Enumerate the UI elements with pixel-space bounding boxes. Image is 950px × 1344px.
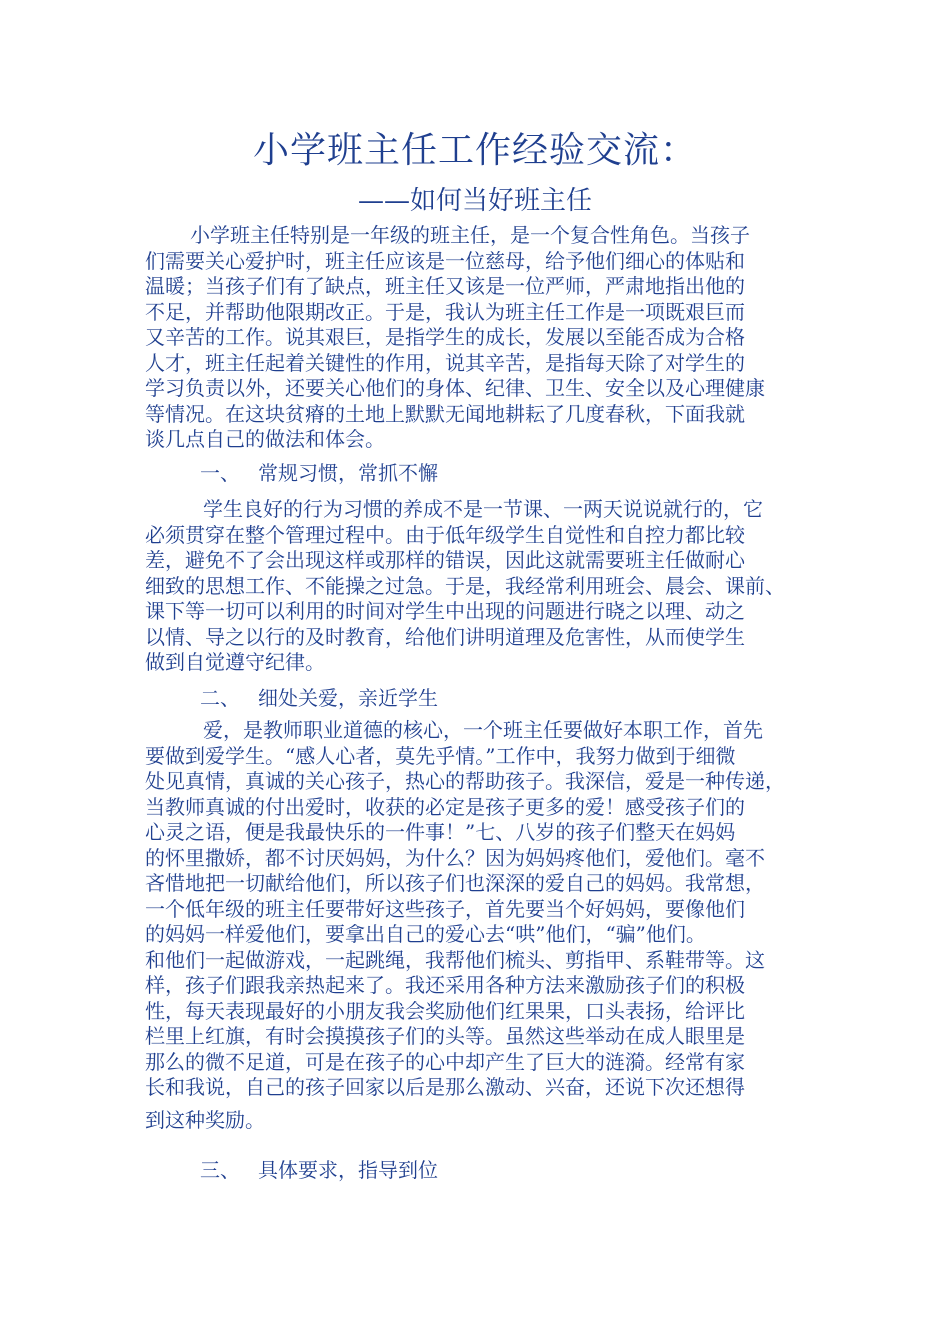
section-number: 一、	[200, 461, 240, 485]
paragraph-line: 样，孩子们跟我亲热起来了。我还采用各种方法来激励孩子们的积极	[145, 973, 745, 997]
paragraph-line: 们需要关心爱护时，班主任应该是一位慈母，给予他们细心的体贴和	[145, 248, 745, 273]
paragraph-line: 的怀里撒娇，都不讨厌妈妈，为什么？因为妈妈疼他们，爱他们。毫不	[145, 845, 765, 870]
section-heading-1	[200, 460, 800, 486]
paragraph-line: 栏里上红旗，有时会摸摸孩子们的头等。虽然这些举动在成人眼里是	[145, 1024, 745, 1048]
paragraph-line: 要做到爱学生。“感人心者，莫先乎情。”工作中，我努力做到于细微	[145, 743, 736, 768]
paragraph-line: 学生良好的行为习惯的养成不是一节课、一两天说说就行的，它	[203, 497, 763, 521]
paragraph-line: 等情况。在这块贫瘠的土地上默默无闻地耕耘了几度春秋，下面我就	[145, 401, 745, 426]
paragraph-line: 到这种奖励。	[145, 1108, 265, 1132]
section2-paragraph	[145, 718, 813, 1101]
paragraph-line: 心灵之语，便是我最快乐的一件事！”七、八岁的孩子们整天在妈妈	[145, 820, 736, 844]
paragraph-line: 必须贯穿在整个管理过程中。由于低年级学生自觉性和自控力都比较	[145, 522, 745, 547]
paragraph-line: 以情、导之以行的及时教育，给他们讲明道理及危害性，从而使学生	[145, 624, 745, 649]
section-heading-text: 具体要求，指导到位	[258, 1158, 438, 1182]
paragraph-line: 人才，班主任起着关键性的作用，说其辛苦，是指每天除了对学生的	[145, 350, 745, 375]
paragraph-line: 和他们一起做游戏，一起跳绳，我帮他们梳头、剪指甲、系鞋带等。这	[145, 947, 765, 972]
document-title: 小学班主任工作经验交流：	[252, 130, 697, 171]
paragraph-line: 学习负责以外，还要关心他们的身体、纪律、卫生、安全以及心理健康	[145, 376, 765, 400]
paragraph-line: 温暖；当孩子们有了缺点，班主任又该是一位严师，严肃地指出他的	[145, 274, 745, 298]
paragraph-line: 谈几点自己的做法和体会。	[145, 427, 385, 451]
paragraph-line: 小学班主任特别是一年级的班主任，是一个复合性角色。当孩子	[190, 223, 750, 247]
paragraph-line: 差，避免不了会出现这样或那样的错误，因此这就需要班主任做耐心	[145, 548, 745, 572]
section-heading-2	[200, 685, 800, 711]
section2-last-line	[145, 1108, 813, 1134]
paragraph-line: 那么的微不足道，可是在孩子的心中却产生了巨大的涟漪。经常有家	[145, 1049, 745, 1074]
paragraph-line: 爱，是教师职业道德的核心，一个班主任要做好本职工作，首先	[203, 718, 763, 742]
section1-paragraph	[145, 497, 813, 676]
section-heading-text: 细处关爱，亲近学生	[258, 686, 438, 710]
paragraph-line: 吝惜地把一切献给他们，所以孩子们也深深的爱自己的妈妈。我常想，	[145, 871, 765, 895]
paragraph-line: 性，每天表现最好的小朋友我会奖励他们红果果，口头表扬，给评比	[145, 998, 745, 1023]
paragraph-line: 做到自觉遵守纪律。	[145, 650, 325, 674]
paragraph-line: 处见真情，真诚的关心孩子，热心的帮助孩子。我深信，爱是一种传递，	[145, 769, 785, 793]
paragraph-line: 的妈妈一样爱他们，要拿出自己的爱心去“哄”他们，“骗”他们。	[145, 922, 706, 946]
paragraph-line: 又辛苦的工作。说其艰巨，是指学生的成长，发展以至能否成为合格	[145, 325, 745, 349]
paragraph-line: 当教师真诚的付出爱时，收获的必定是孩子更多的爱！感受孩子们的	[145, 794, 745, 819]
document-subtitle: ——如何当好班主任	[357, 186, 592, 216]
section-number: 二、	[200, 686, 240, 710]
intro-paragraph	[145, 223, 813, 453]
section-number: 三、	[200, 1158, 240, 1182]
paragraph-line: 不足，并帮助他限期改正。于是，我认为班主任工作是一项既艰巨而	[145, 299, 745, 324]
paragraph-line: 细致的思想工作、不能操之过急。于是，我经常利用班会、晨会、课前、	[145, 573, 785, 598]
paragraph-line: 长和我说，自己的孩子回家以后是那么激动、兴奋，还说下次还想得	[145, 1075, 745, 1099]
paragraph-line: 一个低年级的班主任要带好这些孩子，首先要当个好妈妈，要像他们	[145, 896, 745, 921]
paragraph-line: 课下等一切可以利用的时间对学生中出现的问题进行晓之以理、动之	[145, 599, 745, 623]
section-heading-text: 常规习惯，常抓不懈	[258, 461, 438, 485]
section-heading-3	[200, 1157, 800, 1183]
